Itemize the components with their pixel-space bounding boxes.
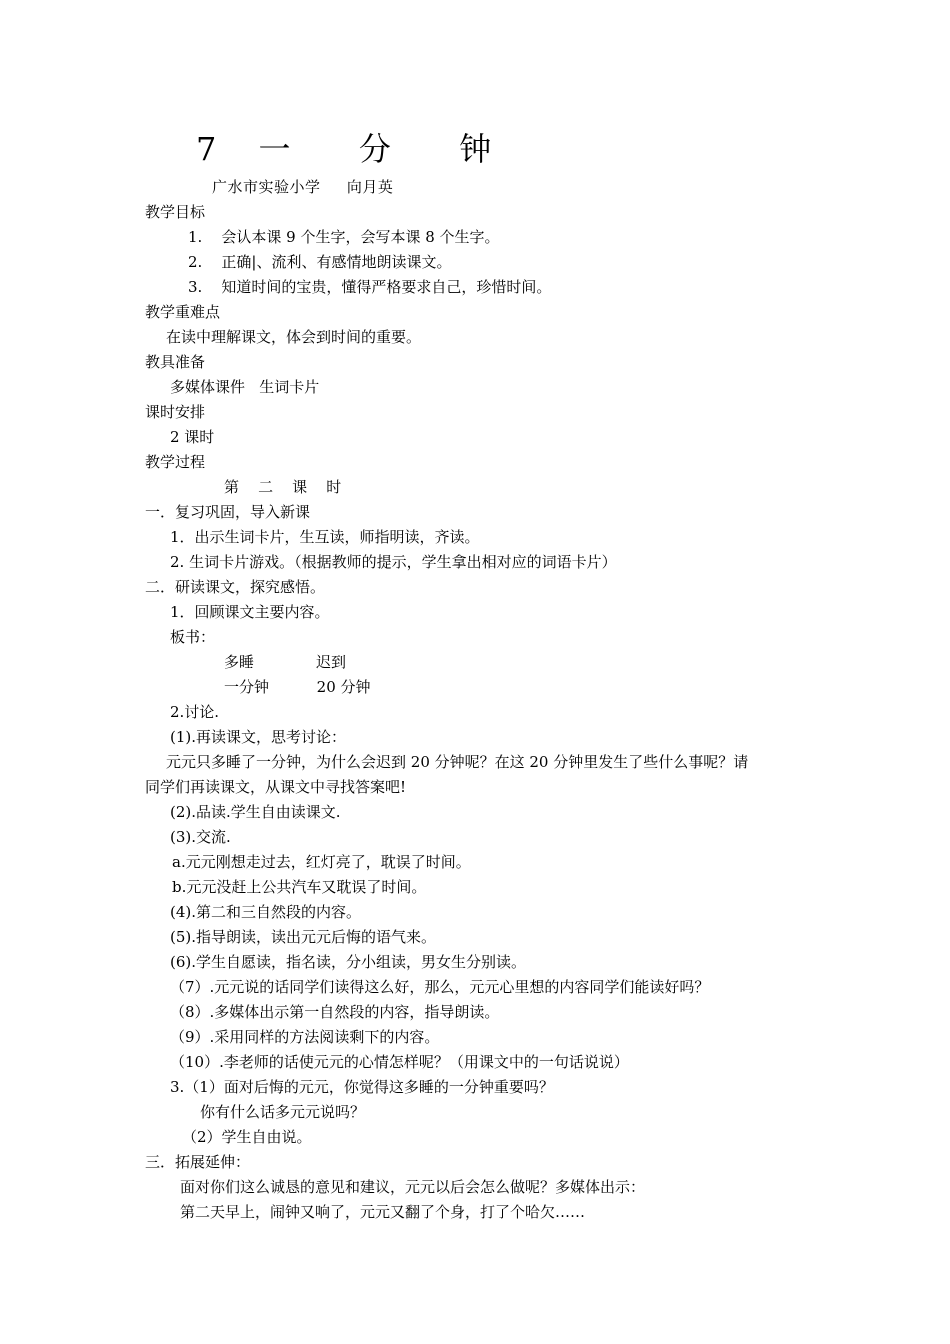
- step-line: (3).交流.: [170, 828, 231, 846]
- part-heading: 三．拓展延伸：: [145, 1153, 251, 1171]
- step-line: 1．出示生词卡片，生互读，师指明读，齐读。: [170, 528, 480, 546]
- objective-item: 2. 正确|、流利、有感情地朗读课文。: [188, 253, 452, 271]
- paragraph-line: 你有什么话多元元说吗？: [200, 1103, 366, 1121]
- section-heading: 教具准备: [145, 353, 206, 371]
- step-line: (1).再读课文，思考讨论：: [170, 728, 347, 746]
- paragraph-line: 在读中理解课文，体会到时间的重要。: [166, 328, 422, 346]
- step-line: (4).第二和三自然段的内容。: [170, 903, 362, 921]
- paragraph-line: 面对你们这么诚恳的意见和建议，元元以后会怎么做呢？多媒体出示：: [180, 1178, 646, 1196]
- part-heading: 二．研读课文，探究感悟。: [145, 578, 326, 596]
- step-line: 1．回顾课文主要内容。: [170, 603, 330, 621]
- step-line: （10）.李老师的话使元元的心情怎样呢？（用课文中的一句话说说）: [170, 1053, 629, 1071]
- paragraph-line: 第二天早上，闹钟又响了，元元又翻了个身，打了个哈欠……: [180, 1203, 586, 1221]
- part-heading: 一．复习巩固，导入新课: [145, 503, 311, 521]
- section-heading: 课时安排: [145, 403, 206, 421]
- objective-item: 3. 知道时间的宝贵，懂得严格要求自己，珍惜时间。: [188, 278, 552, 296]
- author-line: 广水市实验小学 向月英: [212, 178, 394, 196]
- objective-item: 1. 会认本课 9 个生字，会写本课 8 个生字。: [188, 228, 500, 246]
- step-line: （2）学生自由说。: [182, 1128, 312, 1146]
- section-heading: 教学目标: [145, 203, 206, 221]
- step-line: 2. 生词卡片游戏。（根据教师的提示，学生拿出相对应的词语卡片）: [170, 553, 617, 571]
- step-line: 3.（1）面对后悔的元元，你觉得这多睡的一分钟重要吗？: [170, 1078, 554, 1096]
- lesson-title: 7 一 分 钟: [196, 130, 508, 168]
- paragraph-line: 同学们再读课文，从课文中寻找答案吧!: [145, 778, 407, 796]
- paragraph-line: 元元只多睡了一分钟，为什么会迟到 20 分钟呢？在这 20 分钟里发生了些什么事呢？请: [166, 753, 749, 771]
- section-heading: 教学重难点: [145, 303, 221, 321]
- step-line: (2).品读.学生自由读课文.: [170, 803, 341, 821]
- paragraph-line: 多媒体课件 生词卡片: [170, 378, 320, 396]
- step-line: 2.讨论.: [170, 703, 220, 721]
- step-line: (5).指导朗读，读出元元后悔的语气来。: [170, 928, 437, 946]
- blackboard-line: 多睡 迟到: [224, 653, 346, 671]
- paragraph-line: 板书：: [170, 628, 216, 646]
- step-line: (6).学生自愿读，指名读，分小组读，男女生分别读。: [170, 953, 527, 971]
- step-line: （9）.采用同样的方法阅读剩下的内容。: [170, 1028, 440, 1046]
- section-heading: 教学过程: [145, 453, 206, 471]
- lesson-period-heading: 第 二 课 时: [224, 478, 342, 496]
- step-line: a.元元刚想走过去，红灯亮了，耽误了时间。: [172, 853, 471, 871]
- step-line: （7）.元元说的话同学们读得这么好，那么，元元心里想的内容同学们能读好吗？: [170, 978, 710, 996]
- step-line: b.元元没赶上公共汽车又耽误了时间。: [172, 878, 427, 896]
- paragraph-line: 2 课时: [170, 428, 215, 446]
- blackboard-line: 一分钟 20 分钟: [224, 678, 371, 696]
- step-line: （8）.多媒体出示第一自然段的内容，指导朗读。: [170, 1003, 500, 1021]
